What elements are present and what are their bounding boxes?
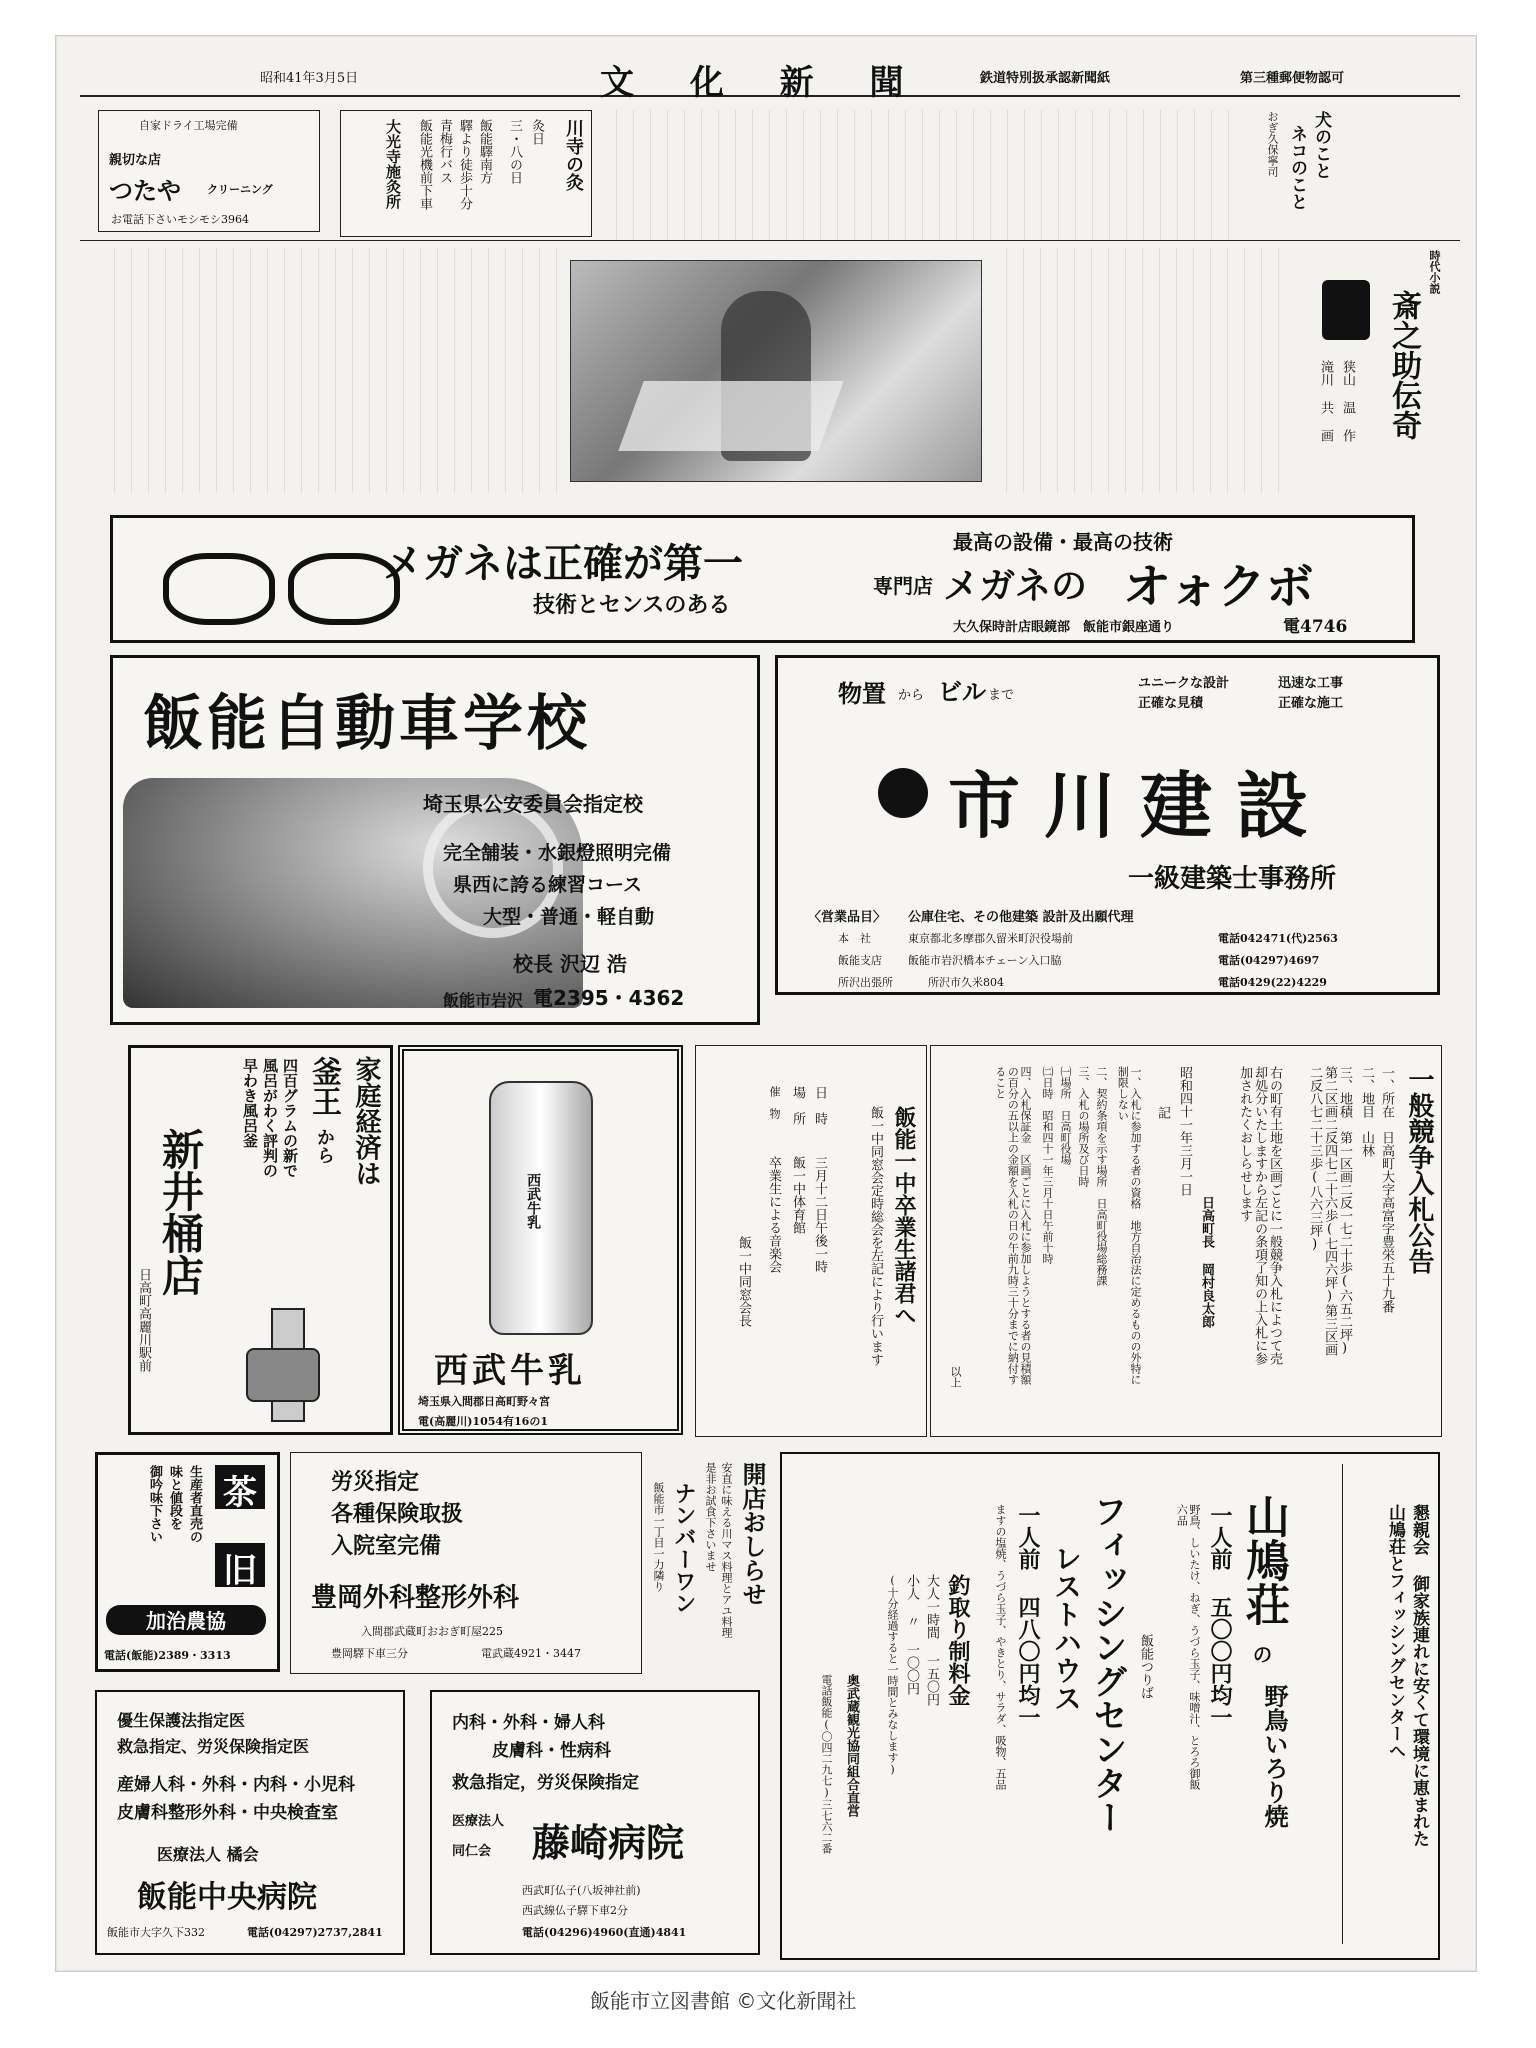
fujisaki-line-2: 皮膚科・性病科: [492, 1741, 611, 1761]
ichikawa-tokorozawa-phone: 電話0429(22)4229: [1218, 976, 1327, 989]
alumni-signer: 飯一中同窓会長: [736, 1236, 751, 1327]
toyooka-clinic-ad: [290, 1452, 642, 1674]
tea-name: 加治農協: [106, 1605, 266, 1635]
yamahato-title-2: の: [1249, 1644, 1273, 1664]
tea-line-3: 御吟味下さい: [147, 1465, 162, 1543]
alumni-place: 飯一中体育館: [790, 1156, 805, 1234]
arai-line-5: 風呂がわく評判の: [261, 1058, 279, 1178]
cleaning-slogan: 親切な店: [109, 153, 162, 168]
opening-name: ナンバーワン: [671, 1482, 696, 1614]
clinic-feature-2: 各種保険取扱: [331, 1501, 464, 1527]
article-text-left: [98, 248, 558, 493]
novel-header: [1300, 250, 1440, 490]
column-title-dog: 犬のこと: [1311, 111, 1331, 179]
fishing-phone: 電話飯能(〇四二九七)三七六二番: [820, 1674, 833, 1854]
glasses-lens-left: [163, 553, 275, 625]
cleaning-tag: 自家ドライ工場完備: [139, 119, 238, 132]
fujisaki-corp-2: 同仁会: [452, 1844, 492, 1859]
megane-ad: [110, 515, 1415, 643]
driving-address: 飯能市岩沢: [443, 991, 524, 1010]
auction-ki: 記: [1155, 1106, 1170, 1119]
clinic-feature-3: 入院室完備: [331, 1533, 442, 1559]
clinic-access: 豊岡驛下車三分: [331, 1647, 408, 1660]
central-line-2: 救急指定、労災保険指定医: [117, 1737, 310, 1756]
arai-name: 新井桶店: [156, 1128, 205, 1296]
yamahato-title-1: 山鳩荘: [1238, 1494, 1289, 1626]
clinic-feature-1: 労災指定: [331, 1469, 420, 1495]
driving-feature-2: 県西に誇る練習コース: [453, 874, 643, 896]
auction-mayor: 日高町長 岡村良太郎: [1199, 1196, 1214, 1328]
fishing-operator: 奥武蔵観光協同組合直営: [844, 1674, 859, 1817]
ichikawa-lead-3: ビル: [938, 678, 986, 706]
column-heading: [1250, 105, 1330, 235]
fishing-center-ad: [780, 1452, 1440, 1960]
arai-line-3: から: [314, 1128, 335, 1164]
auction-note-1: 一、入札に参加する者の資格 地方自治法に定めるものの外特に制限しない: [1116, 1066, 1142, 1385]
milk-bottle-graphic: [489, 1081, 593, 1335]
tea-phone: 電話(飯能)2389・3313: [104, 1649, 231, 1662]
temple-title: 川寺の灸: [563, 119, 584, 191]
fishing-title: フィッシングセンター: [1087, 1494, 1127, 1834]
yamahato-menu: 野鳥、しいたけ、ねぎ、うづら玉子、味噌汁、とろろ御飯 六品: [1175, 1504, 1201, 1790]
auction-note-5: ㈡日時 昭和四十一年三月十日午前十時: [1041, 1066, 1054, 1264]
hanno-central-hospital-ad: [95, 1690, 405, 1955]
fujisaki-line-3: 救急指定，労災保険指定: [452, 1773, 639, 1793]
tea-line-1: 生産者直売の: [187, 1465, 202, 1543]
fishing-divider: [1342, 1464, 1343, 1944]
cleaning-ad: [98, 110, 320, 232]
megane-shop-type: 専門店: [873, 574, 933, 598]
ichikawa-hq-phone: 電話042471(代)2563: [1218, 932, 1338, 945]
yamahato-title-3: 野鳥いろり焼: [1260, 1684, 1289, 1828]
yamahato-price: 一人前 五〇〇円均一: [1207, 1504, 1233, 1728]
ichikawa-slogan-3: 迅速な工事: [1278, 676, 1344, 691]
fujisaki-access: 西武線仏子驛下車2分: [522, 1904, 628, 1917]
fishing-fee-note: (十分経過すると一時間とみなします): [886, 1574, 899, 1776]
ichikawa-name: 市川建設: [948, 764, 1333, 848]
megane-sub: 技術とセンスのある: [533, 592, 731, 618]
temple-item4: 驛より徒歩十分: [457, 119, 472, 210]
ichikawa-branch: 飯能市岩沢橋本チェーン入口脇: [908, 954, 1062, 967]
ichikawa-slogan-1: ユニークな設計: [1138, 676, 1230, 691]
central-corp: 医療法人 橘会: [157, 1845, 259, 1864]
alumni-body: 飯一中同窓会定時総会を左記により行います: [868, 1106, 883, 1366]
ichikawa-lead-2: から: [898, 688, 925, 703]
tea-logo-bottom: 旧: [215, 1543, 265, 1587]
ichikawa-office: 一級建築士事務所: [1128, 864, 1337, 894]
auction-line-4: 右の町有土地を区画ごとに一般競争入札によつて売却処分いたしますから左記の条項了知の上入札に参加されたくおしらせします: [1237, 1066, 1282, 1365]
cleaning-suffix: クリーニング: [207, 183, 273, 196]
fishing-fee-2: 小人 〃 一〇〇円: [904, 1574, 919, 1695]
driving-principal: 校長 沢辺 浩: [513, 952, 627, 976]
milk-address: 埼玉県入間郡日高町野々宮: [418, 1395, 550, 1408]
cleaning-phone: お電話下さいモシモシ3964: [111, 213, 249, 226]
column-title-cat: ネコのこと: [1287, 125, 1307, 210]
tea-line-2: 味と値段を: [167, 1465, 182, 1530]
ichikawa-construction-ad: [775, 655, 1440, 995]
auction-note-6: 四、入札保証金 区画ごとに入札に参加しようとする者の見積額の百分の五以上の金額を入札の日の午前九時三十分までに納付すること: [993, 1066, 1032, 1385]
auction-line-2: 二、地目 山林: [1359, 1066, 1374, 1157]
temple-item6: 飯能光機前下車: [417, 119, 432, 210]
family-notice-2: 山鳩荘とフィッシングセンターへ: [1385, 1504, 1405, 1759]
temple-item1: 灸日: [529, 119, 544, 145]
article-text-top-left: [600, 110, 1240, 240]
tea-ad: [95, 1452, 280, 1672]
auction-title: 一般競争入札公告: [1404, 1066, 1434, 1274]
ichikawa-slogan-2: 正確な見積: [1138, 696, 1204, 711]
rail-notice: 鉄道特別扱承認新聞紙: [980, 71, 1111, 86]
ichikawa-logo-icon: [878, 768, 928, 818]
megane-shop-name1: メガネの: [943, 566, 1088, 607]
auction-date: 昭和四十一年三月一日: [1177, 1066, 1192, 1196]
central-phone: 電話(04297)2737,2841: [247, 1926, 383, 1939]
alumni-title: 飯能一中卒業生諸君へ: [891, 1106, 917, 1326]
megane-address: 大久保時計店眼鏡部 飯能市銀座通り: [953, 620, 1175, 635]
tea-logo-top: 茶: [215, 1465, 265, 1509]
postal-notice: 第三種郵便物認可: [1240, 71, 1345, 86]
seibu-milk-ad: [398, 1045, 683, 1435]
driving-school-title: 飯能自動車学校: [143, 689, 591, 759]
ichikawa-slogan-4: 正確な施工: [1278, 696, 1344, 711]
central-address: 飯能市大字久下332: [107, 1926, 205, 1939]
milk-phone: 電(高麗川)1054有16の1: [418, 1415, 548, 1428]
auction-note-4: ㈠場所 日高町役場: [1059, 1066, 1072, 1165]
arai-line-2: 釜王: [306, 1056, 341, 1116]
milk-name: 西武牛乳: [434, 1351, 586, 1391]
fishing-menu: ますの塩焼、うづら玉子、やきとり、サラダ、吸物、五品: [994, 1504, 1007, 1790]
temple-name: 大光寺施灸所: [384, 119, 402, 209]
fujisaki-line-1: 内科・外科・婦人科: [452, 1713, 605, 1733]
temple-item2: 三・八の日: [507, 119, 522, 184]
temple-item3: 飯能驛南方: [477, 119, 492, 184]
newspaper-title: 文 化 新 聞: [600, 63, 926, 103]
top-section-rule: [80, 240, 1460, 241]
temple-item5: 青梅行バス: [437, 119, 452, 184]
ichikawa-lead-4: まで: [988, 688, 1015, 703]
fishing-fee-title: 釣取り制料金: [945, 1574, 971, 1706]
ichikawa-tokorozawa: 所沢市久米804: [928, 976, 1004, 989]
arai-okeya-ad: [128, 1045, 393, 1435]
driving-feature-3: 大型・普通・軽自動: [483, 906, 655, 928]
ichikawa-hq-label: 本 社: [838, 932, 871, 945]
fishing-tag: 飯能つりば: [1138, 1634, 1153, 1699]
alumni-date: 三月十二日午後一時: [812, 1156, 827, 1273]
article-text-right: [990, 248, 1290, 493]
novel-illustrator: 滝川 共 画: [1318, 360, 1333, 442]
ichikawa-branch-phone: 電話(04297)4697: [1218, 954, 1320, 967]
auction-line-1: 一、所在 日高町大字高富字豊栄五十九番: [1379, 1066, 1394, 1313]
boiler-body-graphic: [246, 1348, 320, 1402]
novel-author: 狭山 温 作: [1340, 360, 1355, 442]
megane-headline: メガネは正確が第一: [383, 541, 743, 587]
novel-label: 時代小説: [1428, 250, 1441, 294]
alumni-event: 卒業生による音楽会: [766, 1156, 781, 1273]
arai-line-1: 家庭経済は: [351, 1056, 381, 1186]
clinic-name: 豊岡外科整形外科: [311, 1583, 520, 1613]
central-line-4: 皮膚科整形外科・中央検査室: [117, 1803, 338, 1823]
issue-date: 昭和41年3月5日: [260, 71, 359, 86]
auction-notice: [930, 1045, 1442, 1437]
novel-title: 斎之助伝奇: [1386, 290, 1421, 440]
driving-school-ad: [110, 655, 760, 1025]
auction-note-2: 二、契約条項を示す場所 日高町役場総務課: [1095, 1066, 1108, 1286]
alumni-notice: [695, 1045, 927, 1437]
fujisaki-address: 西武町仏子(八坂神社前): [522, 1884, 641, 1897]
fujisaki-corp-1: 医療法人: [452, 1814, 505, 1829]
opening-body-1: 安直に味える川マス料理とアユ料理: [720, 1462, 733, 1638]
fujisaki-name: 藤崎病院: [532, 1820, 685, 1865]
arai-line-4: 四百グラムの新で: [281, 1058, 299, 1178]
opening-title: 開店おしらせ: [738, 1462, 767, 1606]
milk-bottle-label: 西武牛乳: [525, 1173, 542, 1229]
ichikawa-hq: 東京都北多摩郡久留米町沢役場前: [908, 932, 1073, 945]
opening-body-2: 是非お試食下さいませ: [704, 1462, 717, 1572]
novel-logo-mark: [1322, 280, 1370, 340]
masthead: [80, 55, 1460, 103]
megane-phone: 電4746: [1283, 617, 1348, 637]
opening-address: 飯能市一丁目一力隣り: [652, 1482, 665, 1592]
ichikawa-business-label: 〈営業品目〉: [808, 910, 887, 925]
fishing-fee-1: 大人一時間 一五〇円: [924, 1574, 939, 1706]
fujisaki-phone: 電話(04296)4960(直通)4841: [522, 1926, 687, 1939]
driving-phone: 電2395・4362: [533, 986, 685, 1010]
library-credit: 飯能市立図書館 ©文化新聞社: [590, 1989, 857, 2013]
arai-address: 日高町高麗川駅前: [136, 1268, 151, 1372]
central-line-1: 優生保護法指定医: [117, 1711, 246, 1730]
ichikawa-business: 公庫住宅、その他建築 設計及出願代理: [908, 910, 1134, 925]
ichikawa-lead-1: 物置: [838, 679, 886, 708]
fishing-sub: レストハウス: [1050, 1544, 1083, 1712]
fujisaki-hospital-ad: [430, 1690, 760, 1955]
family-notice: 懇親会 御家族連れに安くて環境に恵まれた: [1409, 1504, 1429, 1847]
fishing-price: 一人前 四八〇円均一: [1015, 1504, 1041, 1728]
alumni-event-label: 催 物: [768, 1086, 781, 1119]
temple-ad: [340, 110, 592, 237]
ichikawa-tokorozawa-label: 所沢出張所: [838, 976, 893, 989]
glasses-icon: [163, 538, 403, 618]
clinic-phone: 電武蔵4921・3447: [481, 1647, 581, 1660]
ichikawa-branch-label: 飯能支店: [838, 954, 882, 967]
auction-note-end: 以上: [949, 1366, 962, 1388]
cleaning-name: つたや: [109, 177, 181, 205]
megane-shop-name2: オォクボ: [1123, 559, 1314, 615]
driving-feature-1: 完全舗装・水銀燈照明完備: [443, 842, 672, 864]
central-name: 飯能中央病院: [137, 1880, 317, 1915]
figure-robe: [618, 381, 843, 451]
arai-line-6: 早わき風呂釜: [241, 1058, 259, 1148]
novel-illustration: [570, 260, 982, 482]
megane-tagline: 最高の設備・最高の技術: [953, 530, 1173, 554]
auction-line-3: 三、地積 第一区画二反一七二十歩(六五二坪)第二区画二反四七二十六歩(七四六坪)第三区画二反八七二十三歩(八六三坪): [1307, 1066, 1352, 1356]
auction-note-3: 三、入札の場所及び日時: [1077, 1066, 1090, 1187]
clinic-address: 入間郡武蔵町おおぎ町屋225: [361, 1625, 503, 1638]
column-author: おぎ久保寧司: [1266, 111, 1279, 177]
driving-school-designation: 埼玉県公安委員会指定校: [423, 792, 643, 816]
alumni-place-label: 場 所: [790, 1086, 805, 1125]
opening-notice: [640, 1452, 770, 1672]
central-line-3: 産婦人科・外科・内科・小児科: [117, 1775, 355, 1795]
alumni-date-label: 日 時: [812, 1086, 827, 1125]
